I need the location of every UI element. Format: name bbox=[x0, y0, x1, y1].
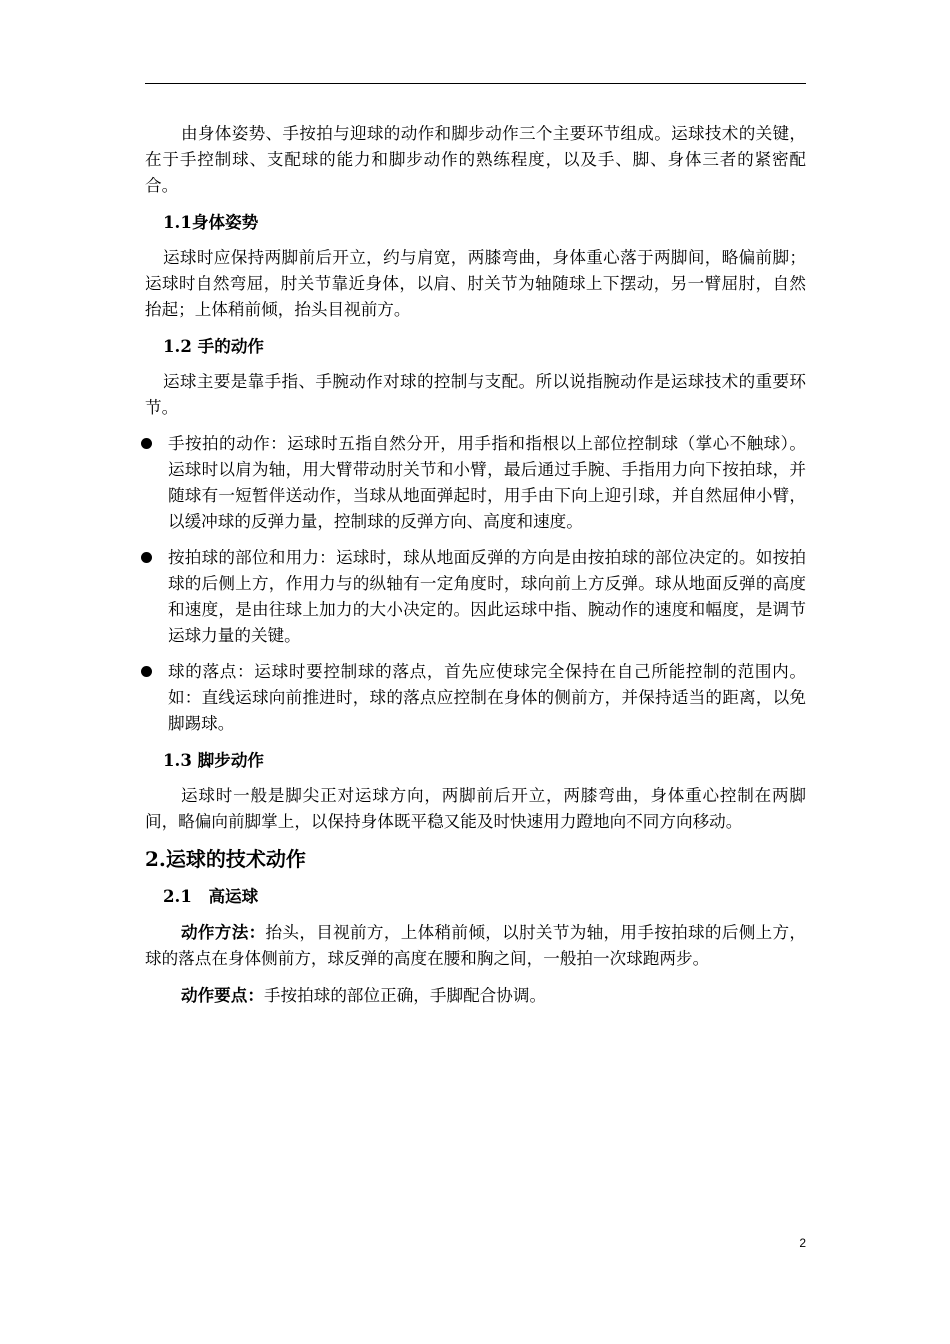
section-1-2-heading: 1.2 手的动作 bbox=[163, 336, 265, 356]
section-1-3-body: 运球时一般是脚尖正对运球方向，两脚前后开立，两膝弯曲，身体重心控制在两脚间，略偏向前脚掌上，以保持身体既平稳又能及时快速用力蹬地向不同方向移动。 bbox=[145, 786, 806, 831]
list-item-text: 手按拍的动作：运球时五指自然分开，用手指和指根以上部位控制球（掌心不触球）。运球时以肩为轴，用大臂带动肘关节和小臂，最后通过手腕、手指用力向下按拍球，并随球有一短暂伴送动作，当球从地面弹起时，用手由下向上迎引球，并自然屈伸小臂，以缓冲球的反弹力量，控制球的反弹方向、高度和速度。 bbox=[168, 434, 806, 531]
page-body bbox=[145, 121, 806, 1009]
page-number: 2 bbox=[799, 1236, 806, 1250]
bullet-icon bbox=[141, 552, 152, 563]
points-text: 手按拍球的部位正确，手脚配合协调。 bbox=[263, 986, 547, 1005]
points-label: 动作要点： bbox=[181, 985, 264, 1005]
intro-paragraph: 由身体姿势、手按拍与迎球的动作和脚步动作三个主要环节组成。运球技术的关键，在于手控制球、支配球的能力和脚步动作的熟练程度，以及手、脚、身体三者的紧密配合。 bbox=[145, 124, 806, 195]
list-item-text: 球的落点：运球时要控制球的落点，首先应使球完全保持在自己所能控制的范围内。如：直线运球向前推进时，球的落点应控制在身体的侧前方，并保持适当的距离，以免脚踢球。 bbox=[168, 662, 806, 733]
section-2-heading: 2.运球的技术动作 bbox=[145, 847, 306, 871]
list-item bbox=[141, 545, 806, 649]
list-item-text: 按拍球的部位和用力：运球时，球从地面反弹的方向是由按拍球的部位决定的。如按拍球的后侧上方，作用力与的纵轴有一定角度时，球向前上方反弹。球从地面反弹的高度和速度，是由往球上加力的大小决定的。因此运球中指、腕动作的速度和幅度，是调节运球力量的关键。 bbox=[168, 548, 806, 645]
method-paragraph bbox=[145, 919, 806, 972]
section-1-2-body: 运球主要是靠手指、手腕动作对球的控制与支配。所以说指腕动作是运球技术的重要环节。 bbox=[145, 372, 806, 417]
header-rule bbox=[145, 83, 806, 84]
method-label: 动作方法： bbox=[181, 922, 266, 942]
section-2-1-heading: 2.1 高运球 bbox=[163, 886, 259, 906]
bullet-icon bbox=[141, 438, 152, 449]
points-paragraph bbox=[145, 982, 806, 1009]
section-1-3-heading: 1.3 脚步动作 bbox=[163, 750, 265, 770]
bullet-icon bbox=[141, 666, 152, 677]
method-text: 抬头，目视前方，上体稍前倾，以肘关节为轴，用手按拍球的后侧上方，球的落点在身体侧前方，球反弹的高度在腰和胸之间，一般拍一次球跑两步。 bbox=[145, 923, 807, 968]
section-1-1-heading: 1.1身体姿势 bbox=[163, 212, 259, 232]
section-1-1-body: 运球时应保持两脚前后开立，约与肩宽，两膝弯曲，身体重心落于两脚间，略偏前脚；运球时自然弯屈，肘关节靠近身体，以肩、肘关节为轴随球上下摆动，另一臂屈肘，自然抬起；上体稍前倾，抬头目视前方。 bbox=[145, 248, 806, 319]
list-item bbox=[141, 659, 806, 737]
list-item bbox=[141, 431, 806, 535]
